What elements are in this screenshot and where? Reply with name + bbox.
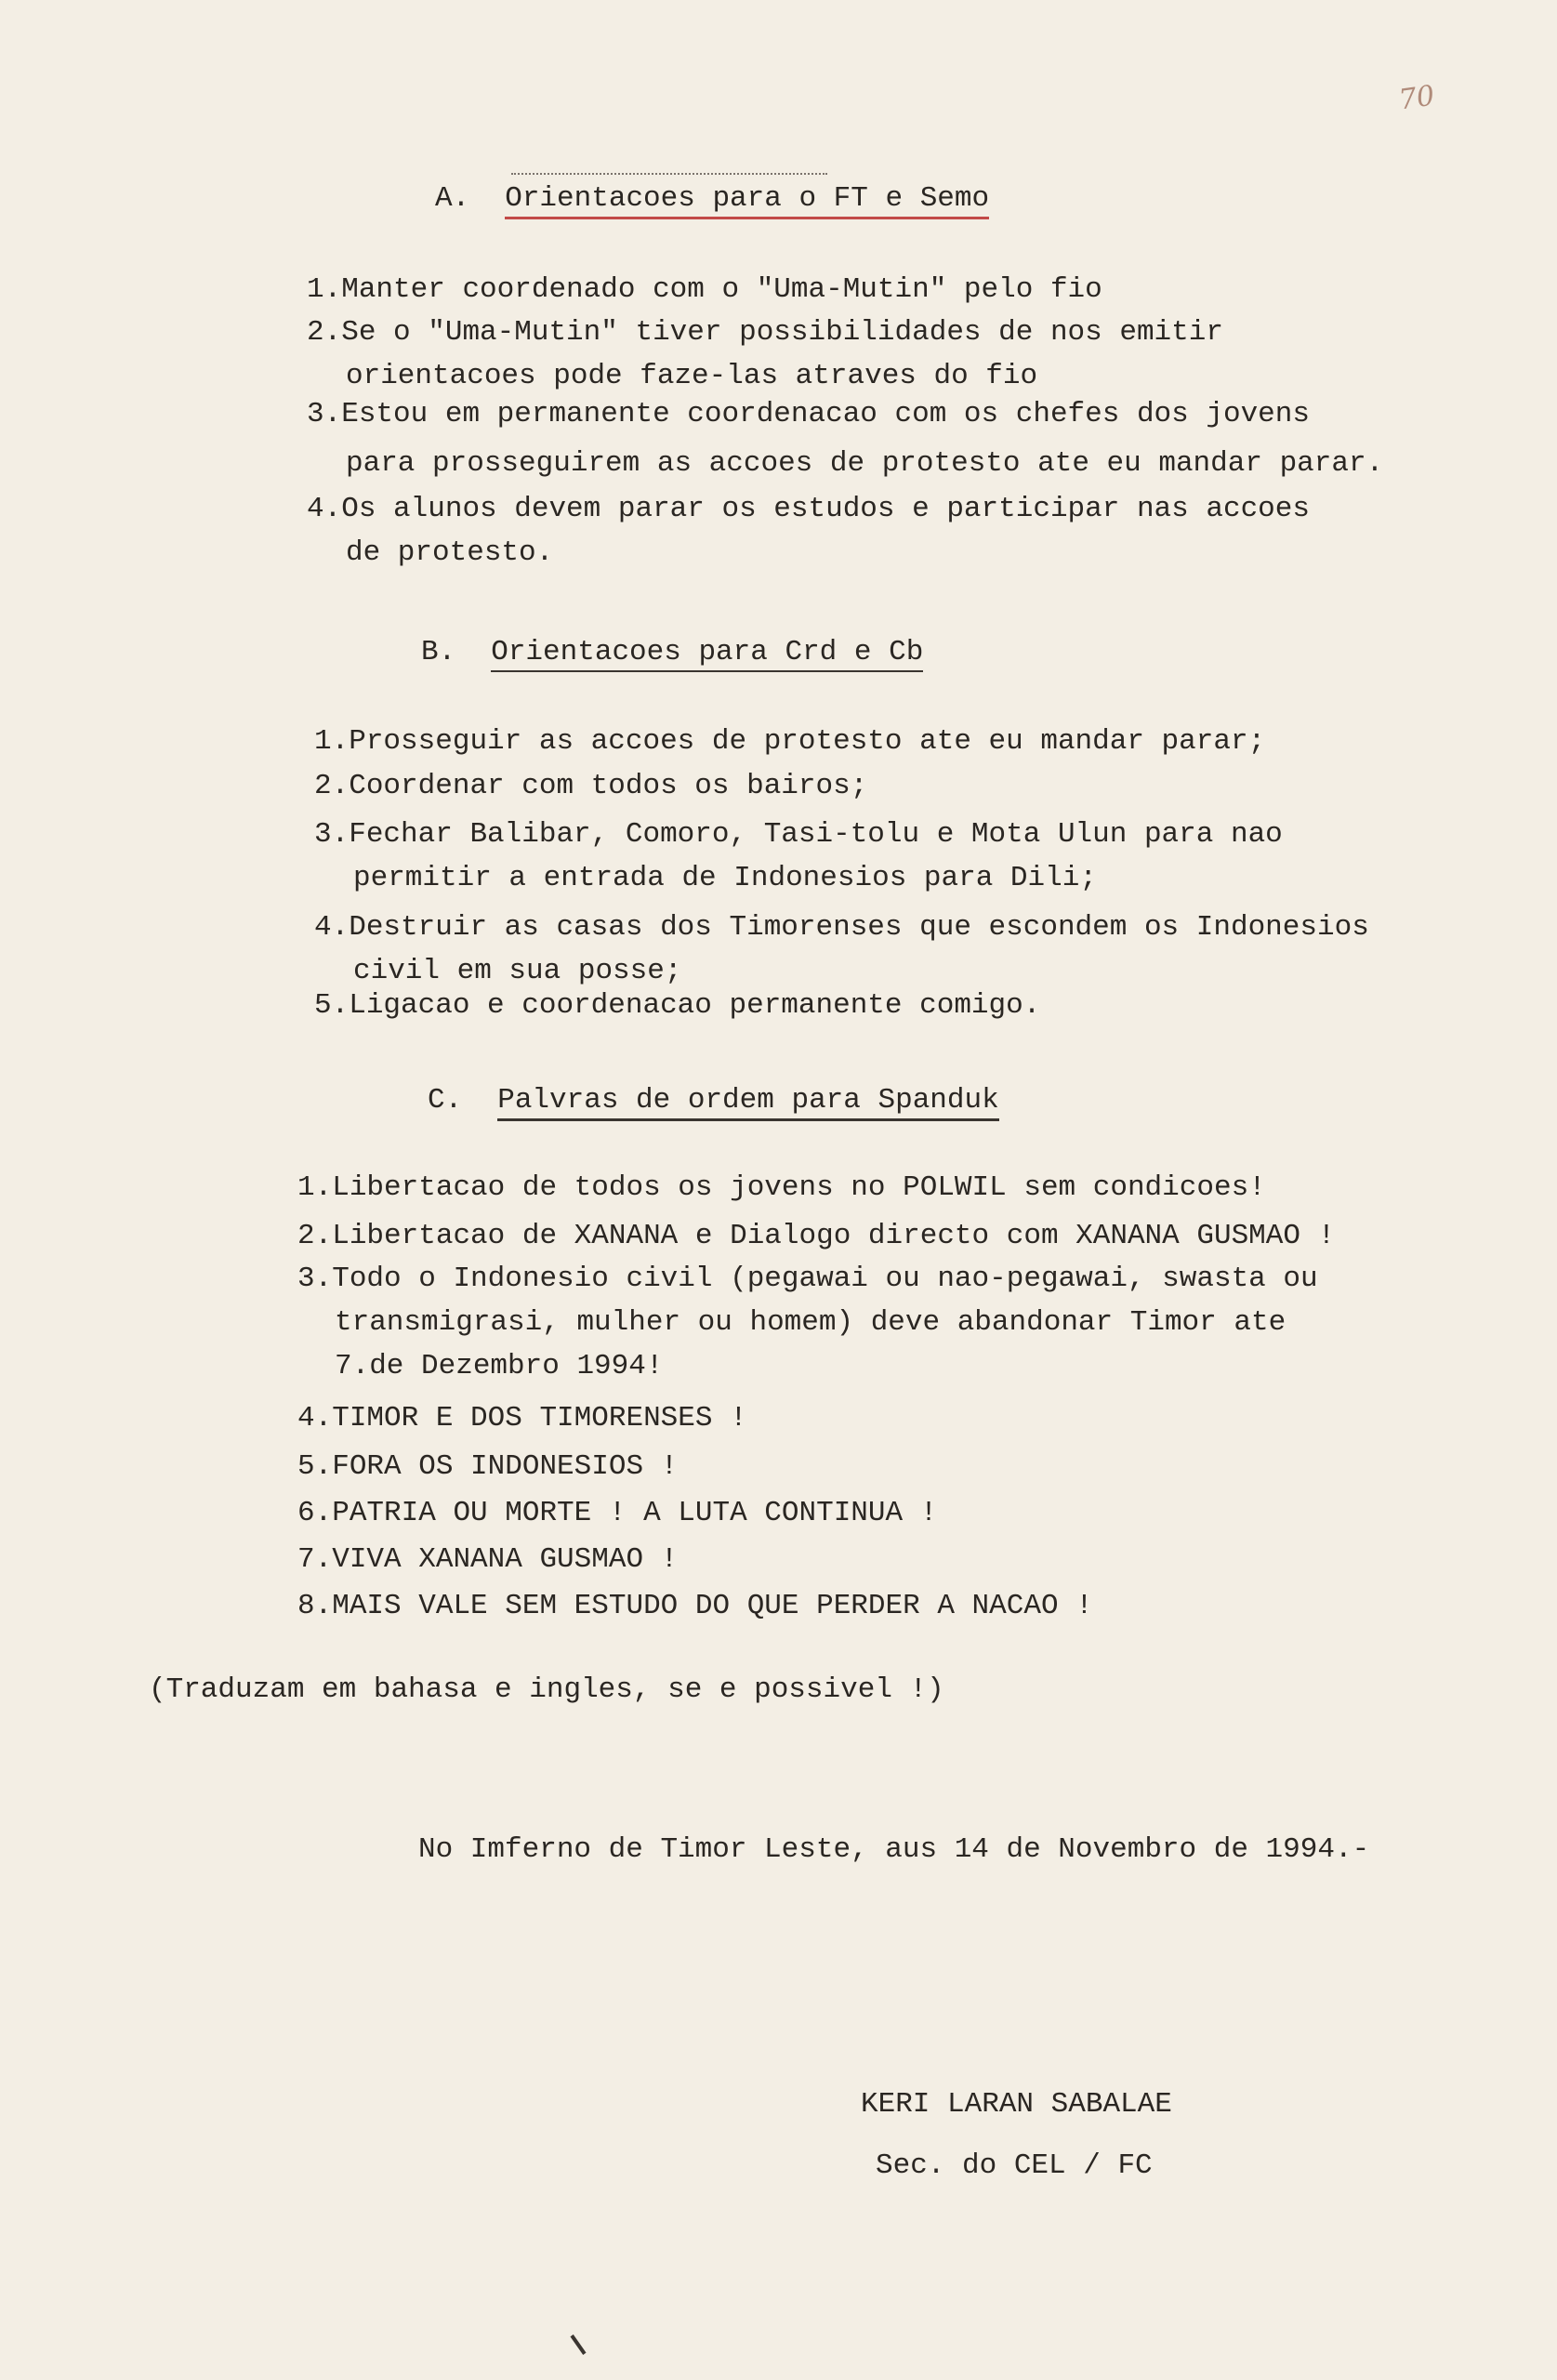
section-c-item-2	[297, 1214, 1335, 1258]
section-a-item-2	[307, 311, 1223, 398]
item-text: Fechar Balibar, Comoro, Tasi-tolu e Mota Ulun para nao	[349, 818, 1283, 851]
section-c-item-7	[297, 1538, 678, 1581]
item-number: 3.	[297, 1263, 333, 1295]
section-a-item-1	[307, 268, 1102, 311]
signature-name: KERI LARAN SABALAE	[861, 2088, 1172, 2121]
item-text: Libertacao de todos os jovens no POLWIL sem condicoes!	[332, 1171, 1266, 1204]
item-text: Estou em permanente coordenacao com os chefes dos jovens	[341, 398, 1310, 430]
item-text: TIMOR E DOS TIMORENSES !	[332, 1402, 747, 1435]
item-continuation: civil em sua posse;	[353, 955, 682, 987]
item-number: 2.	[314, 770, 350, 802]
item-continuation: para prosseguirem as accoes de protesto ate eu mandar parar.	[346, 447, 1384, 480]
item-number: 4.	[314, 911, 350, 944]
section-c-item-1	[297, 1166, 1266, 1210]
dotted-rule	[511, 173, 827, 175]
item-text: PATRIA OU MORTE ! A LUTA CONTINUA !	[332, 1497, 938, 1529]
item-text: Ligacao e coordenacao permanente comigo.	[349, 989, 1041, 1022]
section-c-item-4	[297, 1396, 747, 1440]
item-text: Destruir as casas dos Timorenses que escondem os Indonesios	[349, 911, 1369, 944]
section-b-item-2	[314, 764, 867, 808]
item-text: FORA OS INDONESIOS !	[332, 1450, 679, 1483]
item-continuation: orientacoes pode faze-las atraves do fio	[346, 360, 1038, 392]
item-number: 7.	[297, 1543, 333, 1576]
section-b-letter: B.	[421, 636, 456, 668]
item-number: 6.	[297, 1497, 333, 1529]
item-text: Os alunos devem parar os estudos e participar nas accoes	[341, 493, 1310, 525]
item-text: Libertacao de XANANA e Dialogo directo com XANANA GUSMAO !	[332, 1220, 1336, 1252]
item-text: Prosseguir as accoes de protesto ate eu mandar parar;	[349, 725, 1266, 758]
item-number: 3.	[307, 398, 342, 430]
item-text: MAIS VALE SEM ESTUDO DO QUE PERDER A NACAO !	[332, 1590, 1093, 1622]
item-continuation: de protesto.	[346, 536, 554, 569]
item-continuation: permitir a entrada de Indonesios para Dili;	[353, 862, 1097, 894]
section-b-item-5	[314, 984, 1040, 1027]
section-c-item-6	[297, 1491, 937, 1535]
section-c-title: Palvras de ordem para Spanduk	[497, 1084, 999, 1121]
section-b-title: Orientacoes para Crd e Cb	[491, 636, 923, 672]
item-number: 2.	[307, 316, 342, 349]
section-c-letter: C.	[428, 1084, 463, 1117]
section-a-item-3	[307, 392, 1383, 485]
section-a-title: Orientacoes para o FT e Semo	[505, 182, 989, 219]
item-number: 3.	[314, 818, 350, 851]
item-number: 1.	[297, 1171, 333, 1204]
section-a-letter: A.	[435, 182, 470, 215]
item-number: 1.	[307, 273, 342, 306]
item-text: Todo o Indonesio civil (pegawai ou nao-pegawai, swasta ou	[332, 1263, 1318, 1295]
item-text: VIVA XANANA GUSMAO !	[332, 1543, 679, 1576]
item-number: 5.	[297, 1450, 333, 1483]
item-continuation-2: 7.de Dezembro 1994!	[335, 1350, 664, 1382]
translation-note: (Traduzam em bahasa e ingles, se e possivel !)	[149, 1673, 944, 1706]
section-b-heading	[421, 636, 923, 672]
section-a-heading	[435, 182, 989, 219]
section-b-item-4	[314, 906, 1369, 993]
section-b-item-1	[314, 720, 1265, 763]
signature-title: Sec. do CEL / FC	[876, 2149, 1153, 2182]
section-a-item-4	[307, 487, 1310, 575]
section-c-heading	[428, 1084, 999, 1121]
section-c-item-5	[297, 1445, 678, 1488]
section-c-item-3	[297, 1257, 1318, 1388]
page-number-mark: 70	[1396, 79, 1437, 117]
item-text: Se o "Uma-Mutin" tiver possibilidades de nos emitir	[341, 316, 1223, 349]
item-number: 5.	[314, 989, 350, 1022]
item-number: 4.	[297, 1402, 333, 1435]
item-text: Coordenar com todos os bairos;	[349, 770, 868, 802]
item-text: Manter coordenado com o "Uma-Mutin" pelo fio	[341, 273, 1102, 306]
item-number: 1.	[314, 725, 350, 758]
pen-mark	[570, 2334, 586, 2355]
dateline: No Imferno de Timor Leste, aus 14 de Novembro de 1994.-	[418, 1833, 1370, 1866]
section-c-item-8	[297, 1584, 1093, 1628]
item-number: 8.	[297, 1590, 333, 1622]
item-number: 4.	[307, 493, 342, 525]
item-number: 2.	[297, 1220, 333, 1252]
item-continuation: transmigrasi, mulher ou homem) deve abandonar Timor ate	[335, 1306, 1287, 1339]
section-b-item-3	[314, 813, 1283, 900]
